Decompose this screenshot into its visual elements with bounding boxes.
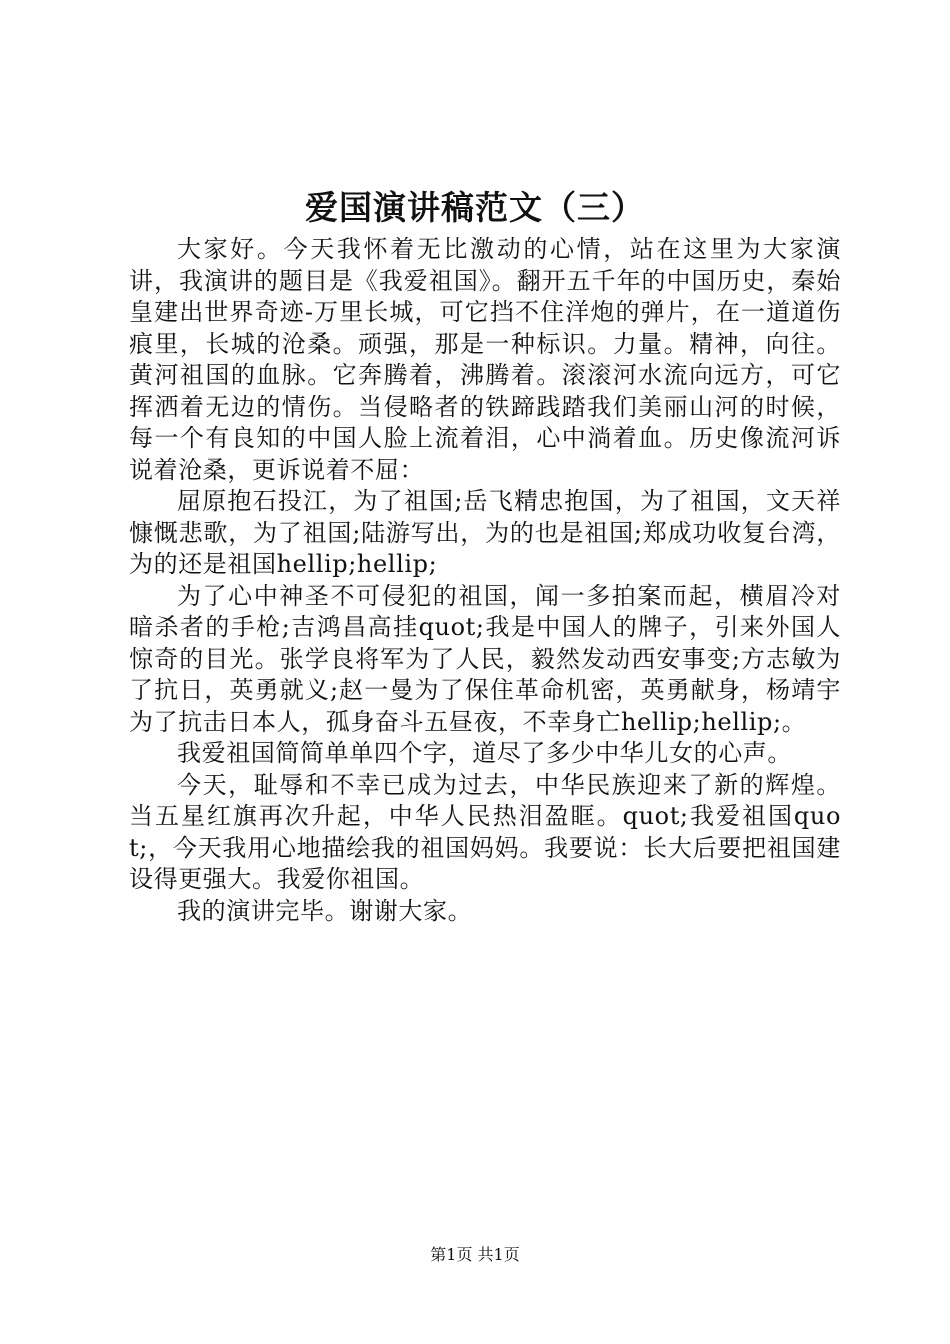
document-body bbox=[129, 234, 841, 927]
paragraph-5: 今天，耻辱和不幸已成为过去，中华民族迎来了新的辉煌。当五星红旗再次升起，中华人民热泪盈眶。quot;我爱祖国quot;，今天我用心地描绘我的祖国妈妈。我要说：长大后要把祖国建设得更强大。我爱你祖国。 bbox=[129, 770, 841, 893]
paragraph-6: 我的演讲完毕。谢谢大家。 bbox=[177, 896, 473, 925]
paragraph-3: 为了心中神圣不可侵犯的祖国，闻一多拍案而起，横眉冷对暗杀者的手枪;吉鸿昌高挂quot;我是中国人的牌子，引来外国人惊奇的目光。张学良将军为了人民，毅然发动西安事变;方志敏为了抗日，英勇就义;赵一曼为了保住革命机密，英勇献身，杨靖宇为了抗击日本人，孤身奋斗五昼夜，不幸身亡hellip;hellip;。 bbox=[129, 581, 841, 736]
document-title: 爱国演讲稿范文（三） bbox=[305, 188, 645, 227]
paragraph-1: 大家好。今天我怀着无比激动的心情，站在这里为大家演讲，我演讲的题目是《我爱祖国》。翻开五千年的中国历史，秦始皇建出世界奇迹-万里长城，可它挡不住洋炮的弹片，在一道道伤痕里，长城的沧桑。顽强，那是一种标识。力量。精神，向往。黄河祖国的血脉。它奔腾着，沸腾着。滚滚河水流向远方，可它挥洒着无边的情伤。当侵略者的铁蹄践踏我们美丽山河的时候，每一个有良知的中国人脸上流着泪，心中淌着血。历史像流河诉说着沧桑，更诉说着不屈： bbox=[129, 235, 841, 484]
paragraph-2: 屈原抱石投江，为了祖国;岳飞精忠抱国，为了祖国，文天祥慷慨悲歌，为了祖国;陆游写出，为的也是祖国;郑成功收复台湾，为的还是祖国hellip;hellip; bbox=[129, 487, 841, 578]
page-footer: 第1页 共1页 bbox=[430, 1245, 520, 1264]
paragraph-4: 我爱祖国简简单单四个字，道尽了多少中华儿女的心声。 bbox=[177, 739, 792, 767]
